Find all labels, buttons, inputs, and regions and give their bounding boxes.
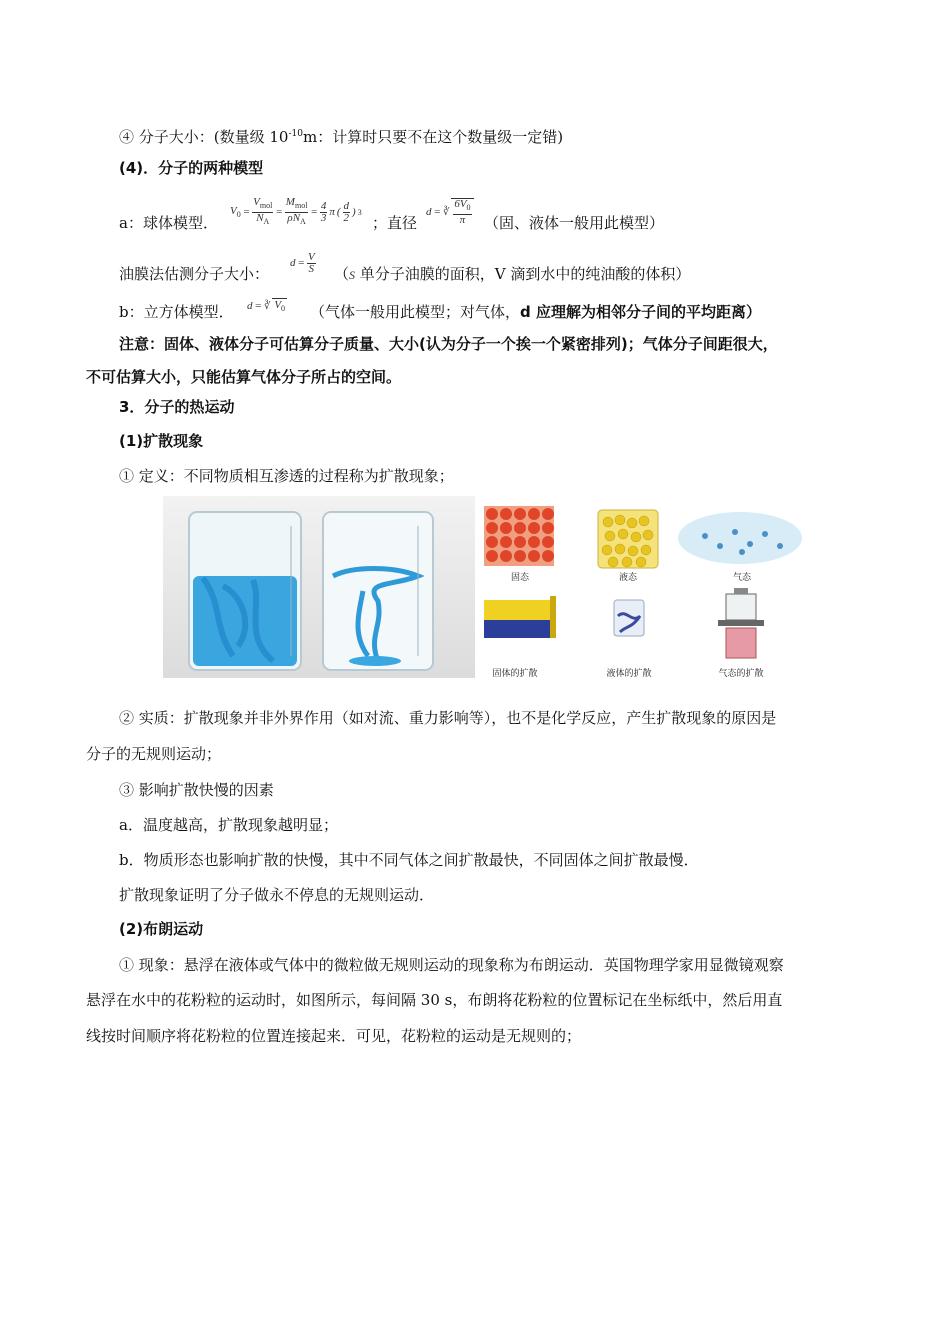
line-temperature: a．温度越高，扩散现象越明显； (119, 816, 338, 834)
line-essence: ② 实质：扩散现象并非外界作用（如对流、重力影响等），也不是化学反应，产生扩散现象的原因是 (119, 709, 777, 727)
formula-diameter: d = ∛ $\frac{6V_0}{\pi}$ (426, 194, 474, 230)
line-brownian-3: 线按时间顺序将花粉粒的位置连接起来．可见，花粉粒的运动是无规则的； (86, 1027, 582, 1045)
text: a：球体模型． (119, 214, 218, 232)
caption-solid: 固态 (510, 573, 529, 583)
f-paren: ) (352, 206, 356, 218)
line-sphere-model (119, 212, 218, 234)
f-eq: = (310, 206, 318, 218)
f-eq: = (275, 206, 283, 218)
heading-brownian: (2)布朗运动 (119, 920, 204, 938)
text: ④ 分子大小：(数量级 10 (119, 128, 289, 146)
note-line-2: 不可估算大小，只能估算气体分子所占的空间。 (86, 368, 402, 386)
heading-diffusion: (1)扩散现象 (119, 432, 204, 450)
f-v0: $V_0$ (230, 204, 241, 220)
liquid-diffusion (614, 600, 644, 636)
note-line-1: 注意：固体、液体分子可估算分子质量、大小(认为分子一个挨一个紧密排列)；气体分子间距很大， (119, 335, 778, 353)
caption-gas: 气态 (732, 573, 751, 583)
beakers-illustration (163, 496, 475, 678)
line-molecule-size (119, 123, 563, 148)
heading-thermal-motion: 3．分子的热运动 (119, 398, 235, 416)
line-state: b．物质形态也影响扩散的快慢，其中不同气体之间扩散最快，不同固体之间扩散最慢． (119, 851, 699, 869)
f-eq: = (242, 206, 251, 218)
beakers-photo (163, 496, 475, 678)
f-frac4: $\frac{d}{2}$ (343, 199, 350, 224)
line-solid-liquid-note: （固、液体一般用此模型） (484, 214, 665, 232)
caption-liquid-diffusion: 液体的扩散 (606, 669, 652, 679)
text: m：计算时只要不在这个数量级一定错) (302, 128, 564, 146)
f-frac1: $\frac{V_{mol}}{N_A}$ (253, 196, 273, 226)
formula-cube: d = ∛ $V_0$ (247, 299, 286, 314)
gas-cloud (678, 512, 802, 564)
formula-sphere-volume (230, 194, 362, 230)
states-figure (480, 496, 810, 686)
line-cube-model: b：立方体模型． (119, 303, 234, 321)
formula-oil-film: d = $\frac{V}{S}$ (290, 250, 315, 275)
caption-gas-diffusion: 气态的扩散 (718, 669, 764, 679)
f-frac3: $\frac{4}{3}$ (320, 199, 327, 224)
line-brownian-2: 悬浮在水中的花粉粒的运动时，如图所示，每间隔 30 s，布朗将花粉粒的位置标记在坐标纸中，然后用直 (86, 991, 783, 1009)
line-diameter (372, 212, 417, 234)
text: ；直径 (372, 214, 418, 232)
line-proves: 扩散现象证明了分子做永不停息的无规则运动． (119, 886, 435, 904)
f-paren: ( (336, 206, 341, 218)
line-oil-film-note: （S 单分子油膜的面积，V 滴到水中的纯油酸的体积） (334, 265, 691, 283)
states-illustration (480, 496, 810, 686)
line-brownian-1: ① 现象：悬浮在液体或气体中的微粒做无规则运动的现象称为布朗运动．英国物理学家用显微镜观察 (119, 956, 784, 974)
line-definition: ① 定义：不同物质相互渗透的过程称为扩散现象； (119, 467, 454, 485)
caption-liquid: 液态 (618, 573, 637, 583)
gas-diffusion (718, 588, 764, 658)
f-cube: 3 (357, 207, 362, 217)
solid-diffusion (484, 596, 556, 638)
line-essence-cont: 分子的无规则运动； (86, 745, 222, 763)
heading-two-models: (4)．分子的两种模型 (119, 159, 264, 177)
f-frac2: $\frac{M_{mol}}{\rho N_A}$ (285, 196, 308, 226)
line-oil-film: 油膜法估测分子大小： (119, 265, 270, 283)
solid-lattice (484, 506, 554, 566)
line-gas-note: （气体一般用此模型；对气体，d 应理解为相邻分子间的平均距离） (310, 303, 761, 321)
superscript: -10 (288, 129, 303, 139)
f-pi: π (329, 206, 335, 218)
caption-solid-diffusion: 固体的扩散 (492, 669, 538, 679)
liquid-beaker (598, 510, 658, 568)
line-factors: ③ 影响扩散快慢的因素 (119, 781, 274, 799)
